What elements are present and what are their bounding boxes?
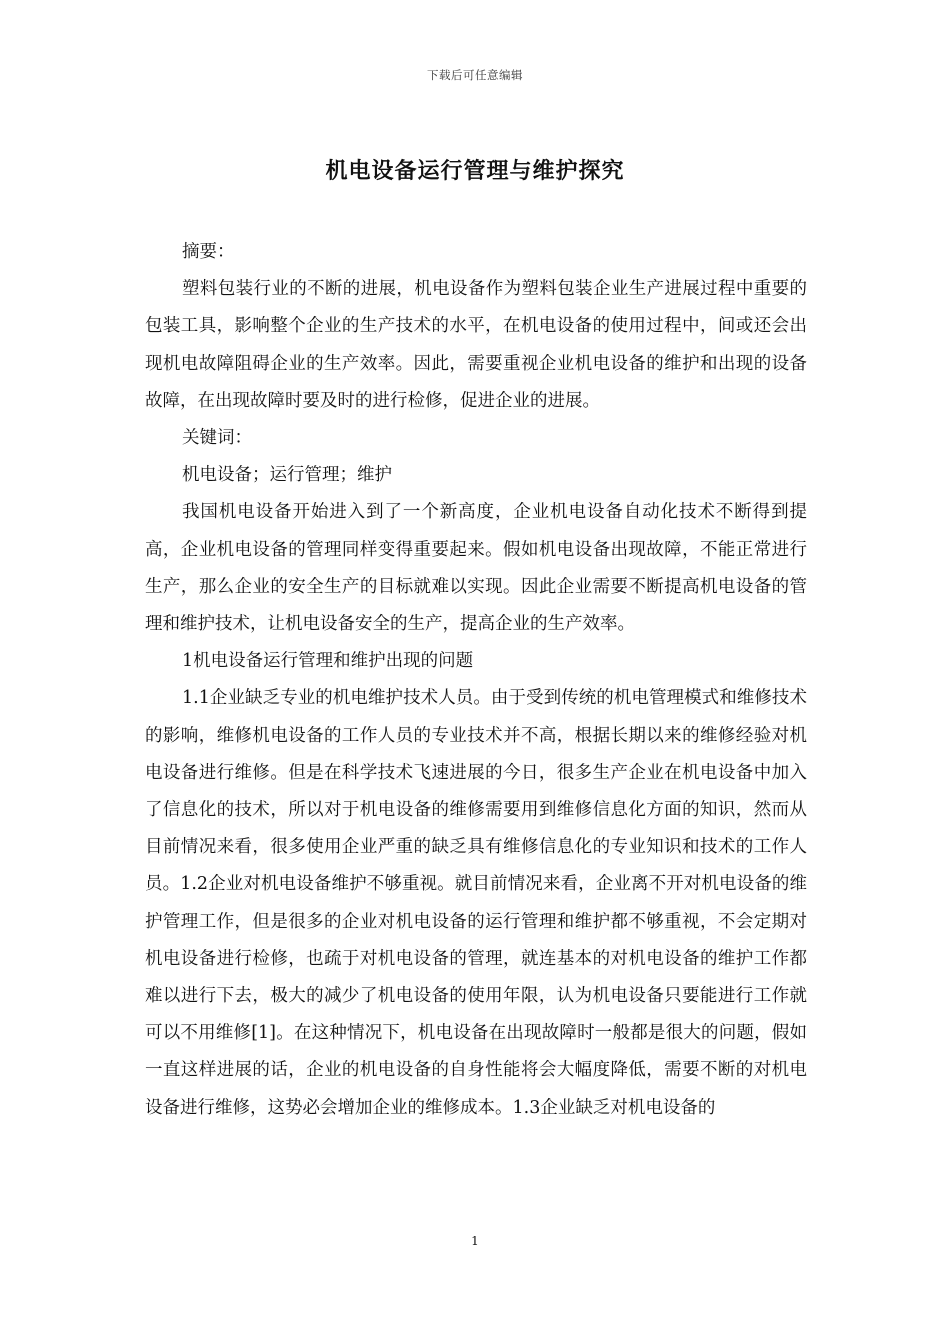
document-body (145, 234, 807, 1127)
document-title: 机电设备运行管理与维护探究 (325, 158, 625, 184)
header-note: 下载后可任意编辑 (427, 68, 523, 82)
keywords-list: 机电设备；运行管理；维护 (182, 465, 392, 486)
keywords-label: 关键词： (182, 428, 252, 449)
page-number: 1 (471, 1234, 479, 1248)
section-paragraph: 1.1企业缺乏专业的机电维护技术人员。由于受到传统的机电管理模式和维修技术的影响，维修机电设备的工作人员的专业技术并不高，根据长期以来的维修经验对机电设备进行维修。但是在科学技术飞速进展的今日，很多生产企业在机电设备中加入了信息化的技术，所以对于机电设备的维修需要用到维修信息化方面的知识，然而从目前情况来看，很多使用企业严重的缺乏具有维修信息化的专业知识和技术的工作人员。1.2企业对机电设备维护不够重视。就目前情况来看，企业离不开对机电设备的维护管理工作，但是很多的企业对机电设备的运行管理和维护都不够重视，不会定期对机电设备进行检修，也疏于对机电设备的管理，就连基本的对机电设备的维护工作都难以进行下去，极大的减少了机电设备的使用年限，认为机电设备只要能进行工作就可以不用维修[1]。在这种情况下，机电设备在出现故障时一般都是很大的问题，假如一直这样进展的话，企业的机电设备的自身性能将会大幅度降低，需要不断的对机电设备进行维修，这势必会增加企业的维修成本。1.3企业缺乏对机电设备的 (145, 688, 807, 1118)
abstract-paragraph: 塑料包装行业的不断的进展，机电设备作为塑料包装企业生产进展过程中重要的包装工具，影响整个企业的生产技术的水平，在机电设备的使用过程中，间或还会出现机电故障阻碍企业的生产效率。因此，需要重视企业机电设备的维护和出现的设备故障，在出现故障时要及时的进行检修，促进企业的进展。 (145, 279, 807, 411)
abstract-label: 摘要： (182, 242, 235, 262)
section-heading: 1机电设备运行管理和维护出现的问题 (182, 651, 474, 672)
intro-paragraph: 我国机电设备开始进入到了一个新高度，企业机电设备自动化技术不断得到提高，企业机电设备的管理同样变得重要起来。假如机电设备出现故障，不能正常进行生产，那么企业的安全生产的目标就难以实现。因此企业需要不断提高机电设备的管理和维护技术，让机电设备安全的生产，提高企业的生产效率。 (145, 502, 807, 635)
